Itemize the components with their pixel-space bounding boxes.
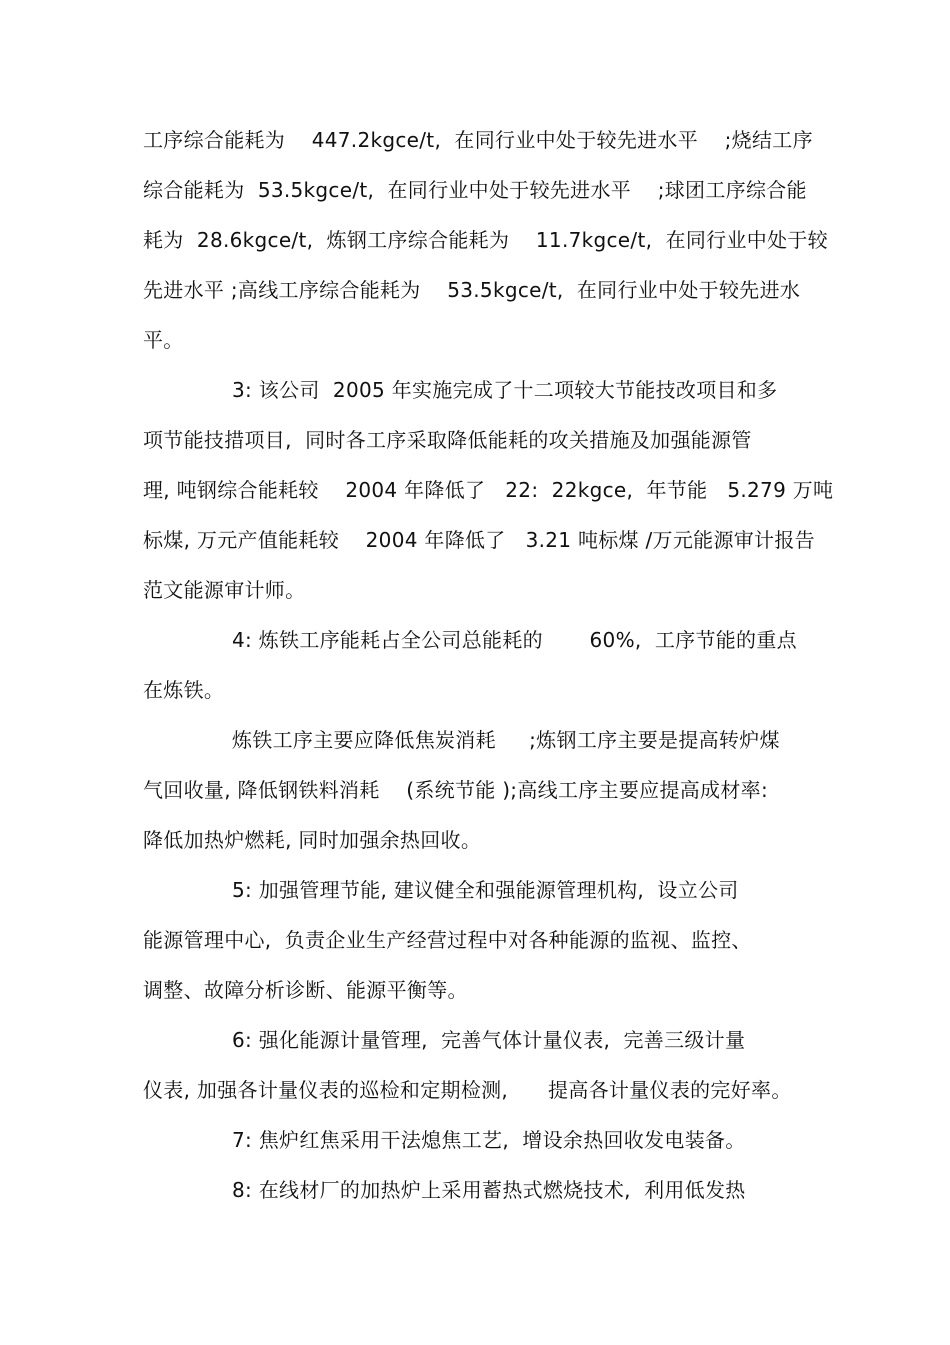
text-line: 工序综合能耗为 447.2kgce/t, 在同行业中处于较先进水平 ;烧结工序: [143, 128, 813, 152]
text-line: 调整、故障分析诊断、能源平衡等。: [143, 978, 468, 1002]
text-line: 3: 该公司 2005 年实施完成了十二项较大节能技改项目和多: [232, 378, 778, 402]
text-line: 耗为 28.6kgce/t, 炼钢工序综合能耗为 11.7kgce/t, 在同行业中处于较: [143, 228, 828, 252]
text-line: 理, 吨钢综合能耗较 2004 年降低了 22: 22kgce, 年节能 5.279 万吨: [143, 478, 834, 502]
text-line: 标煤, 万元产值能耗较 2004 年降低了 3.21 吨标煤 /万元能源审计报告: [143, 528, 815, 552]
text-line: 项节能技措项目, 同时各工序采取降低能耗的攻关措施及加强能源管: [143, 428, 752, 452]
text-line: 在炼铁。: [143, 678, 225, 702]
text-line: 气回收量, 降低钢铁料消耗 (系统节能 );高线工序主要应提高成材率:: [143, 778, 768, 802]
text-line: 5: 加强管理节能, 建议健全和强能源管理机构, 设立公司: [232, 878, 739, 902]
text-line: 能源管理中心, 负责企业生产经营过程中对各种能源的监视、监控、: [143, 928, 752, 952]
text-line: 6: 强化能源计量管理, 完善气体计量仪表, 完善三级计量: [232, 1028, 746, 1052]
text-line: 范文能源审计师。: [143, 578, 306, 602]
text-line: 炼铁工序主要应降低焦炭消耗 ;炼钢工序主要是提高转炉煤: [232, 728, 780, 752]
text-line: 平。: [143, 328, 184, 352]
text-line: 综合能耗为 53.5kgce/t, 在同行业中处于较先进水平 ;球团工序综合能: [143, 178, 807, 202]
text-line: 先进水平 ;高线工序综合能耗为 53.5kgce/t, 在同行业中处于较先进水: [143, 278, 801, 302]
text-line: 8: 在线材厂的加热炉上采用蓄热式燃烧技术, 利用低发热: [232, 1178, 746, 1202]
text-line: 仪表, 加强各计量仪表的巡检和定期检测, 提高各计量仪表的完好率。: [143, 1078, 792, 1102]
text-line: 4: 炼铁工序能耗占全公司总能耗的 60%, 工序节能的重点: [232, 628, 797, 652]
text-line: 降低加热炉燃耗, 同时加强余热回收。: [143, 828, 482, 852]
text-line: 7: 焦炉红焦采用干法熄焦工艺, 增设余热回收发电装备。: [232, 1128, 746, 1152]
